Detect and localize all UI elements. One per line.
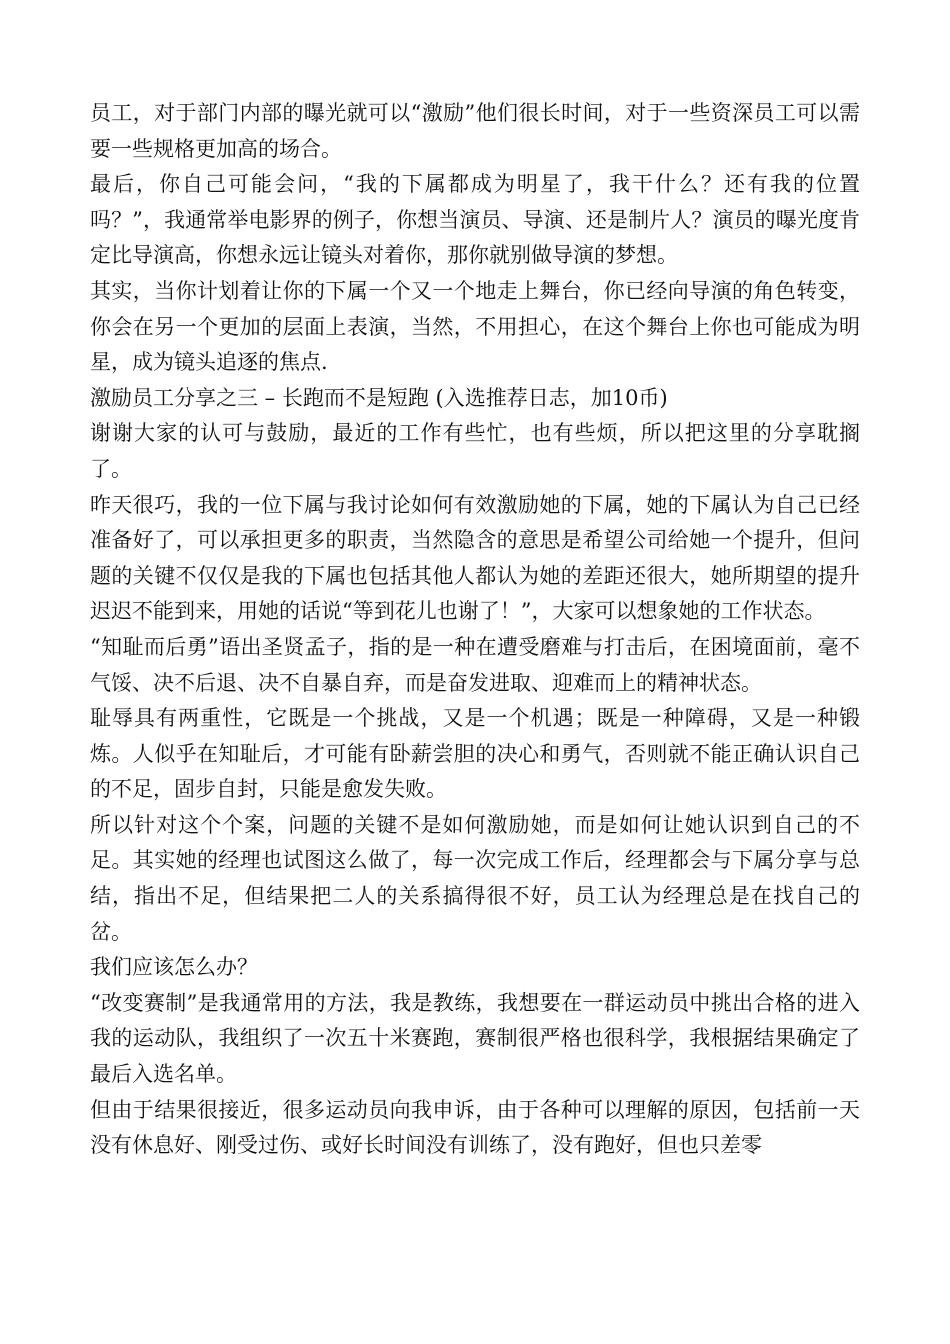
paragraph-finally-question: 最后，你自己可能会问，“我的下属都成为明星了，我干什么？还有我的位置吗？”，我通常举电影界的例子，你想当演员、导演、还是制片人？演员的曝光度肯定比导演高，你想永远让镜头对着你，那你就别做导演的梦想。 (90, 172, 860, 268)
paragraph-yesterday-discussion: 昨天很巧，我的一位下属与我讨论如何有效激励她的下属，她的下属认为自己已经准备好了，可以承担更多的职责，当然隐含的意思是希望公司给她一个提升，但问题的关键不仅仅是我的下属也包括其他人都认为她的差距还很大，她所期望的提升迟迟不能到来，用她的话说“等到花儿也谢了！”，大家可以想象她的工作状态。 (90, 492, 860, 624)
paragraph-shame-duality: 耻辱具有两重性，它既是一个挑战，又是一个机遇；既是一种障碍，又是一种锻炼。人似乎在知耻后，才可能有卧薪尝胆的决心和勇气，否则就不能正确认识自己的不足，固步自封，只能是愈发失败。 (90, 706, 860, 802)
paragraph-what-to-do: 我们应该怎么办？ (90, 955, 258, 980)
paragraph-mencius-quote: “知耻而后勇”语出圣贤孟子，指的是一种在遭受磨难与打击后，在困境面前，毫不气馁、决不后退、决不自暴自弃，而是奋发进取、迎难而上的精神状态。 (90, 634, 860, 695)
paragraph-change-rules: “改变赛制”是我通常用的方法，我是教练，我想要在一群运动员中挑出合格的进入我的运动队，我组织了一次五十米赛跑，赛制很严格也很科学，我根据结果确定了最后入选名单。 (90, 990, 860, 1087)
paragraph-close-results: 但由于结果很接近，很多运动员向我申诉，由于各种可以理解的原因，包括前一天没有休息好、刚受过伤、或好长时间没有训练了，没有跑好，但也只差零 (90, 1097, 860, 1158)
paragraph-thanks: 谢谢大家的认可与鼓励，最近的工作有些忙，也有些烦，所以把这里的分享耽搁了。 (90, 421, 860, 481)
paragraph-case-analysis: 所以针对这个个案，问题的关键不是如何激励她，而是如何让她认识到自己的不足。其实她的经理也试图这么做了，每一次完成工作后，经理都会与下属分享与总结，指出不足，但结果把二人的关系搞得很不好，员工认为经理总是在找自己的岔。 (90, 812, 860, 944)
document-page (90, 96, 860, 1164)
paragraph-staff-exposure: 员工，对于部门内部的曝光就可以“激励”他们很长时间，对于一些资深员工可以需要一些规格更加高的场合。 (90, 101, 860, 161)
paragraph-director-role: 其实，当你计划着让你的下属一个又一个地走上舞台，你已经向导演的角色转变，你会在另一个更加的层面上表演，当然，不用担心，在这个舞台上你也可能成为明星，成为镜头追逐的焦点. (90, 278, 860, 375)
section-heading-long-run: 激励员工分享之三 – 长跑而不是短跑 (入选推荐日志，加10币) (90, 385, 668, 410)
